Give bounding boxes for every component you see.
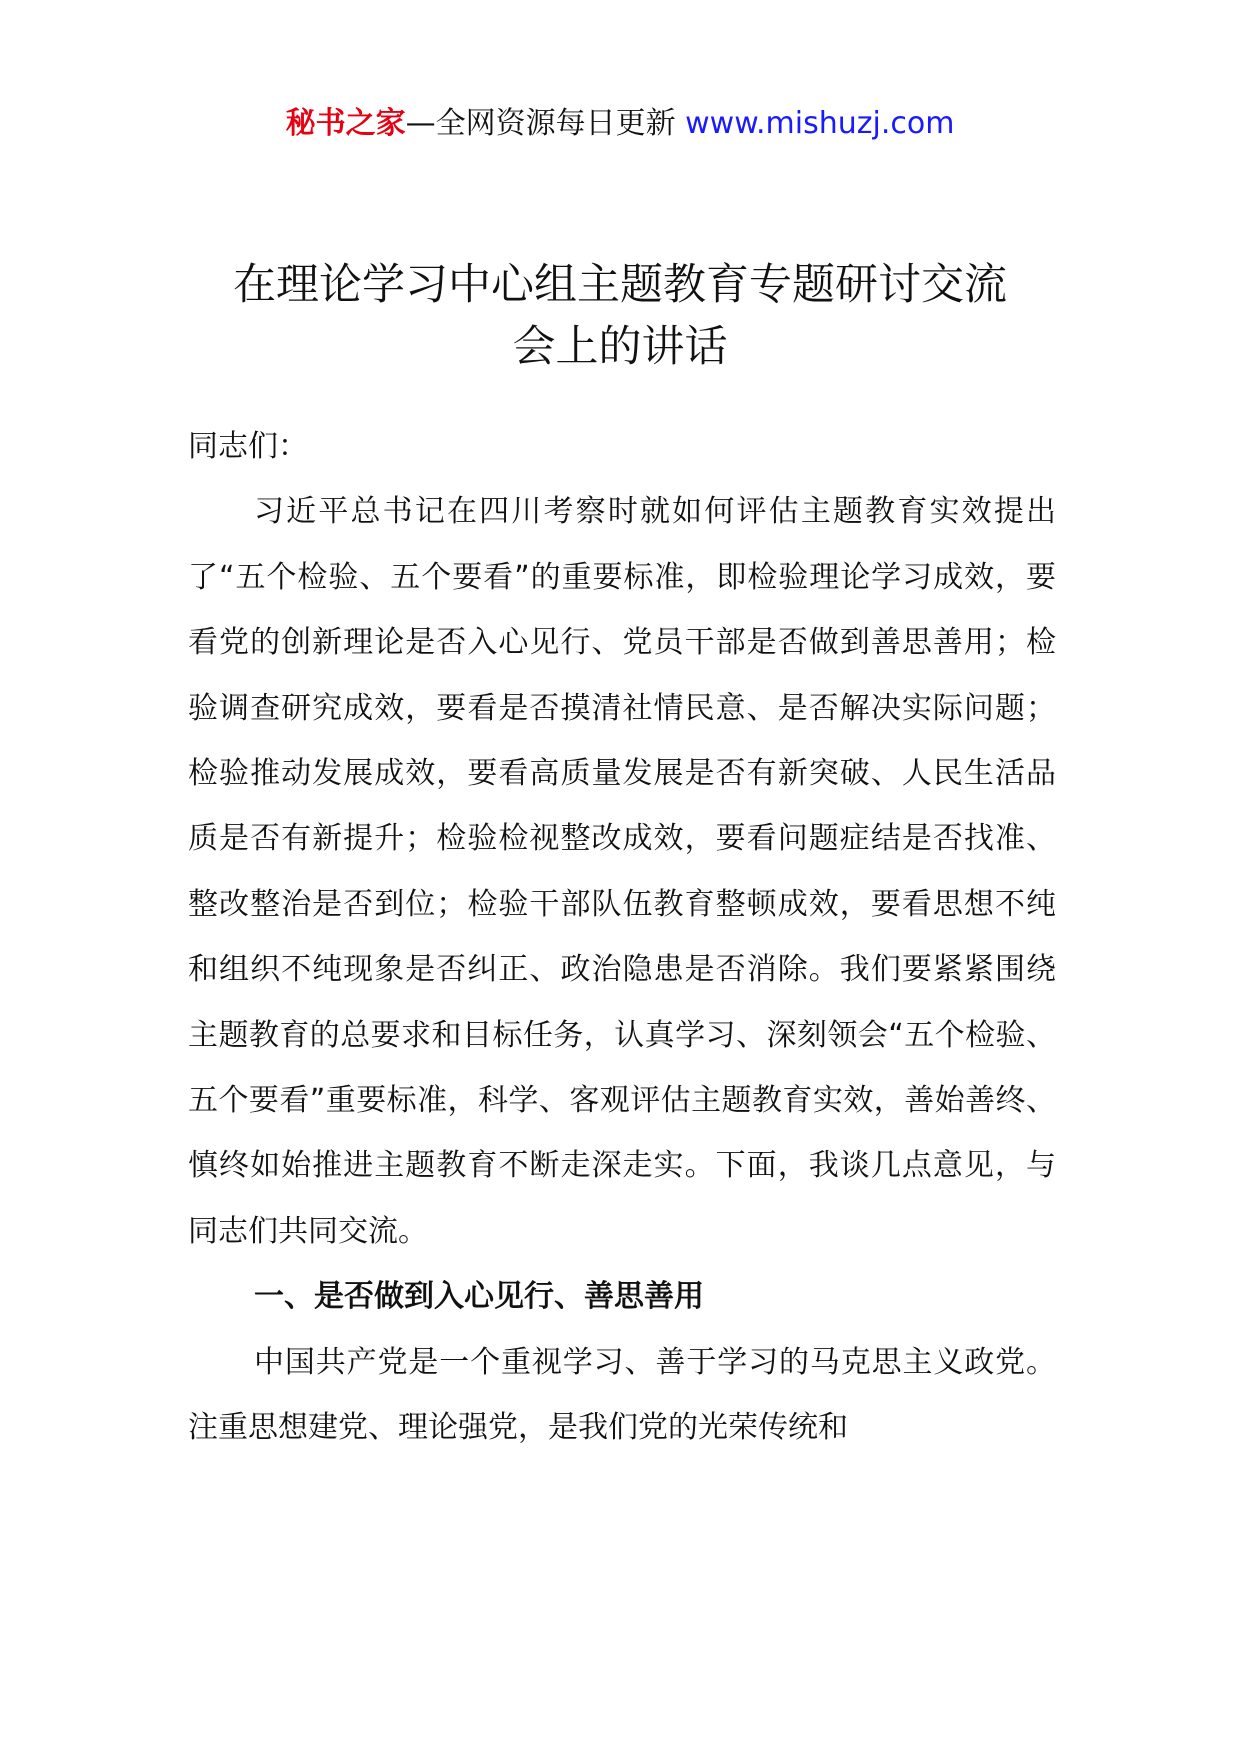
title-line-1: 在理论学习中心组主题教育专题研讨交流: [233, 260, 1007, 310]
site-url-link[interactable]: www.mishuzj.com: [685, 106, 955, 141]
paragraph-1: 习近平总书记在四川考察时就如何评估主题教育实效提出了“五个检验、五个要看”的重要标准，即检验理论学习成效，要看党的创新理论是否入心见行、党员干部是否做到善思善用；检验调查研究成效，要看是否摸清社情民意、是否解决实际问题；检验推动发展成效，要看高质量发展是否有新突破、人民生活品质是否有新提升；检验检视整改成效，要看问题症结是否找准、整改整治是否到位；检验干部队伍教育整顿成效，要看思想不纯和组织不纯现象是否纠正、政治隐患是否消除。我们要紧紧围绕主题教育的总要求和目标任务，认真学习、深刻领会“五个检验、五个要看”重要标准，科学、客观评估主题教育实效，善始善终、慎终如始推进主题教育不断走深走实。下面，我谈几点意见，与同志们共同交流。: [188, 494, 1056, 1249]
document-body: [188, 414, 1056, 1461]
section-1-heading: 一、是否做到入心见行、善思善用: [254, 1279, 704, 1315]
header-tagline: —全网资源每日更新: [405, 106, 676, 141]
salutation: 同志们：: [188, 429, 308, 464]
document-title: [190, 254, 1050, 378]
brand-name: 秘书之家: [285, 106, 406, 141]
paragraph-2: 中国共产党是一个重视学习、善于学习的马克思主义政党。注重思想建党、理论强党，是我们党的光荣传统和: [188, 1344, 1056, 1446]
title-line-2: 会上的讲话: [512, 322, 728, 372]
site-header: [0, 100, 1240, 148]
